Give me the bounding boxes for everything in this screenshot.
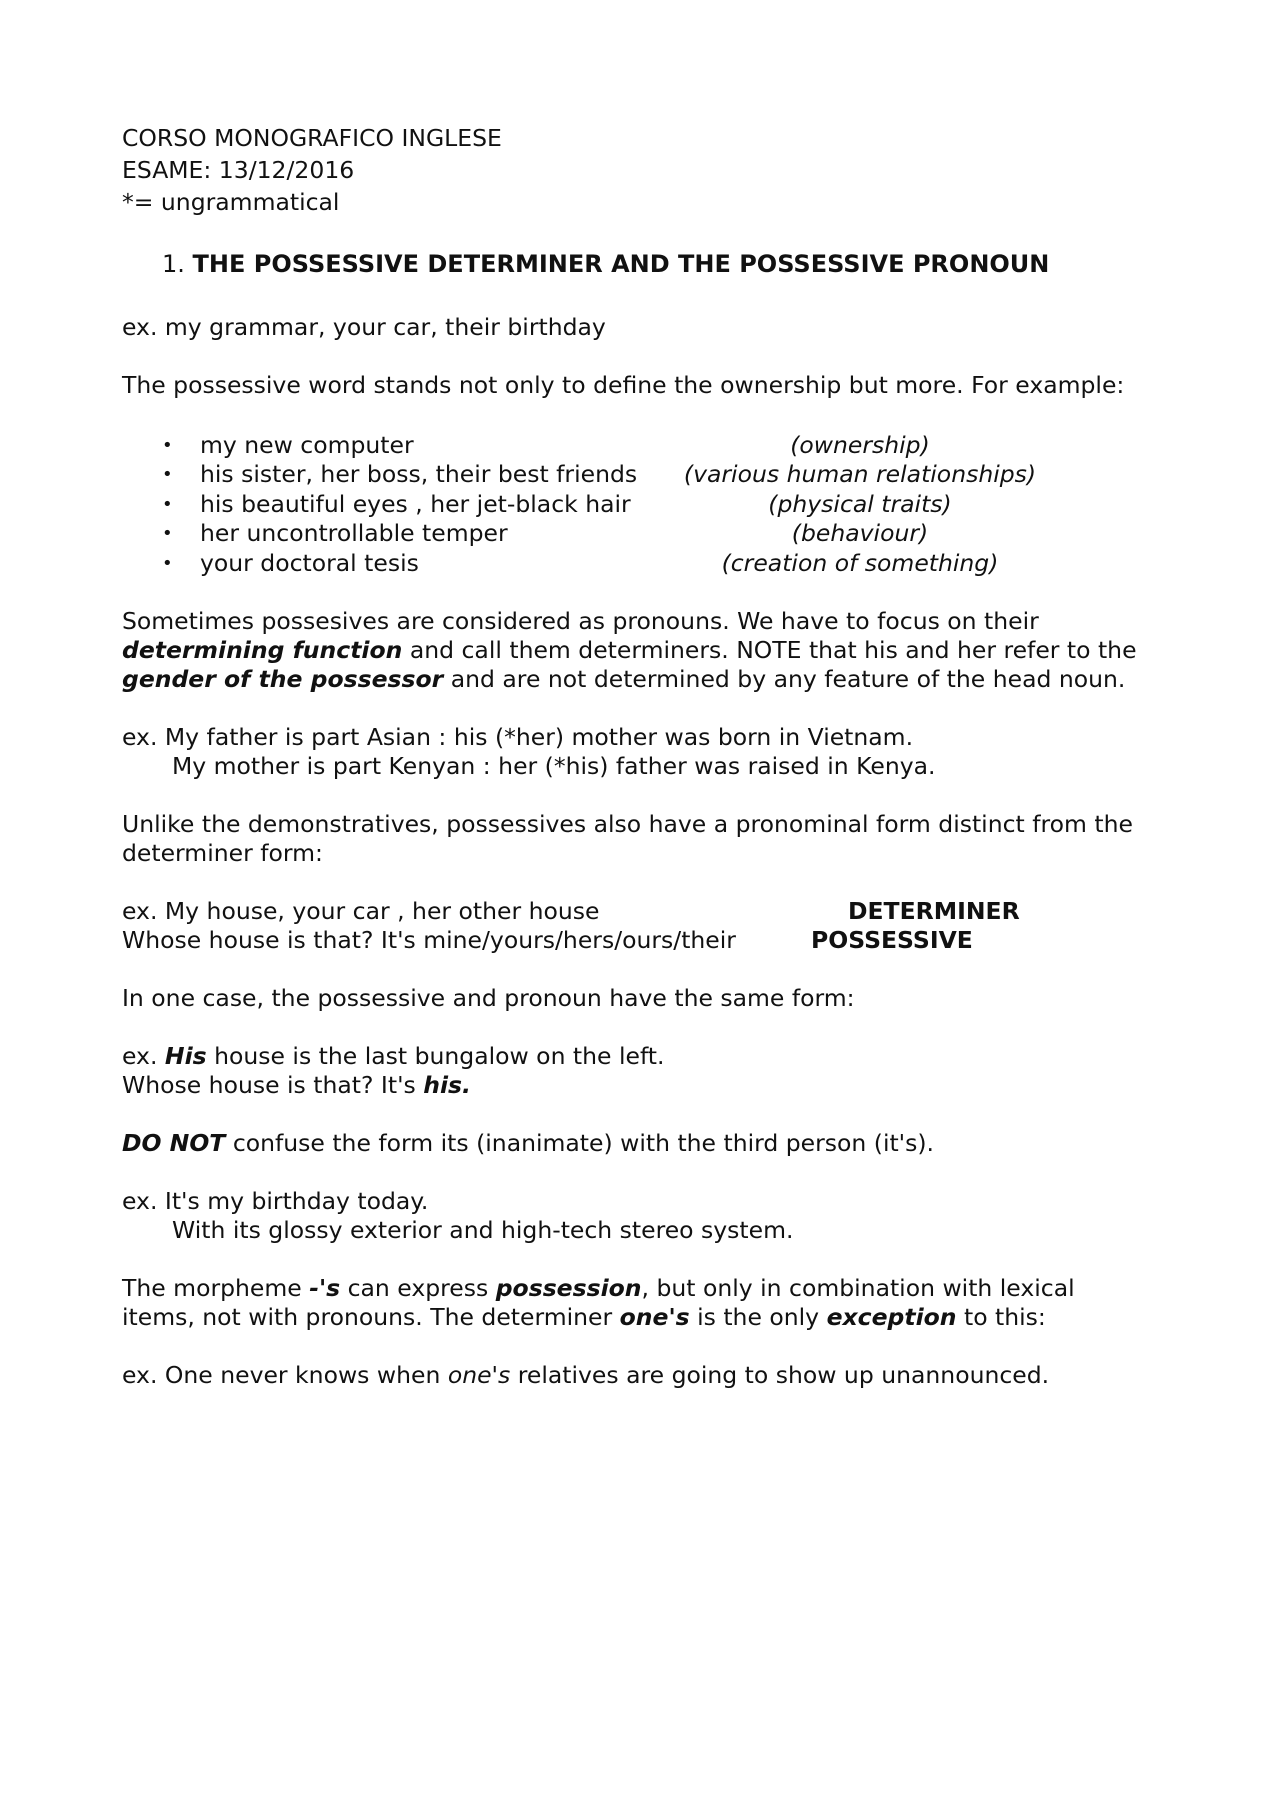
paragraph-text: items, not with pronouns. The determiner [122,1303,620,1331]
italic-text: one [447,1361,492,1389]
example-text: ' [491,1361,499,1389]
list-item-note: (ownership) [790,431,930,459]
emphasis-text: possession [495,1274,642,1302]
exam-date: ESAME: 13/12/2016 [122,156,355,184]
list-item-text: his beautiful eyes , her jet-black hair [200,490,631,518]
example-line: ex. My father is part Asian : his (*her) mother was born in Vietnam. [122,723,914,751]
italic-text: s [498,1361,511,1389]
paragraph-line [122,665,1125,694]
paragraph-text: confuse the form its (inanimate) with the third person (it's). [225,1129,935,1157]
bullet-icon: • [162,494,173,515]
bullet-icon: • [162,553,173,574]
example-line: ex. My house, your car , her other house [122,897,600,925]
paragraph-line: Unlike the demonstratives, possessives also have a pronominal form distinct from the [122,810,1133,838]
example-line: My mother is part Kenyan : her (*his) father was raised in Kenya. [172,752,936,780]
example-line: Whose house is that? It's mine/yours/hers/ours/their [122,926,736,954]
paragraph-line [122,636,1137,665]
example-text: ex. One never knows when [122,1361,448,1389]
course-title: CORSO MONOGRAFICO INGLESE [122,124,502,152]
example-text: relatives are going to show up unannounced. [510,1361,1050,1389]
list-item-note: (creation of something) [721,549,999,577]
list-item-note: (behaviour) [791,519,929,547]
list-item-text: her uncontrollable temper [200,519,508,547]
example-text: Whose house is that? It's [122,1071,424,1099]
paragraph-line: determiner form: [122,839,323,867]
emphasis-text: exception [826,1303,957,1331]
paragraph-text: , but only in combination with lexical [641,1274,1075,1302]
section-number: 1. [162,250,185,278]
list-item-text: his sister, her boss, their best friends [200,460,638,488]
paragraph-line: In one case, the possessive and pronoun have the same form: [122,984,855,1012]
list-item-text: my new computer [200,431,414,459]
paragraph-text: and call them determiners. NOTE that his and her refer to the [402,636,1137,664]
legend-line: *= ungrammatical [122,188,340,216]
example-line: With its glossy exterior and high-tech stereo system. [172,1216,794,1244]
possessive-label: POSSESSIVE [811,926,973,954]
emphasis-text: his. [423,1071,471,1099]
list-item-note: (various human relationships) [683,460,1037,488]
bullet-icon: • [162,435,173,456]
paragraph-text: and are not determined by any feature of the head noun. [443,665,1126,693]
emphasis-text: His [164,1042,207,1070]
section-heading [162,250,1049,279]
example-line [122,1361,1049,1390]
paragraph-text: is the only [689,1303,827,1331]
list-item-note: (physical traits) [768,490,952,518]
emphasis-text: determining function [122,636,403,664]
example-text: house is the last bungalow on the left. [206,1042,665,1070]
emphasis-text: one's [619,1303,690,1331]
list-item-text: your doctoral tesis [200,549,419,577]
example-line-1: ex. my grammar, your car, their birthday [122,313,606,341]
intro-paragraph: The possessive word stands not only to define the ownership but more. For example: [122,371,1125,399]
example-prefix: ex. [122,1042,165,1070]
paragraph-text: can express [340,1274,496,1302]
bullet-icon: • [162,523,173,544]
determiner-label: DETERMINER [848,897,1020,925]
paragraph-line [122,1303,1046,1332]
paragraph-text: to this: [956,1303,1046,1331]
paragraph-line: Sometimes possesives are considered as pronouns. We have to focus on their [122,607,1039,635]
bullet-icon: • [162,464,173,485]
emphasis-text: -'s [309,1274,341,1302]
example-line: ex. It's my birthday today. [122,1187,429,1215]
paragraph-line [122,1129,934,1158]
section-title: THE POSSESSIVE DETERMINER AND THE POSSESSIVE PRONOUN [192,250,1050,278]
paragraph-text: The morpheme [122,1274,310,1302]
emphasis-text: gender of the possessor [122,665,444,693]
example-line [122,1071,471,1100]
example-line [122,1042,665,1071]
emphasis-text: DO NOT [122,1129,226,1157]
paragraph-line [122,1274,1075,1303]
